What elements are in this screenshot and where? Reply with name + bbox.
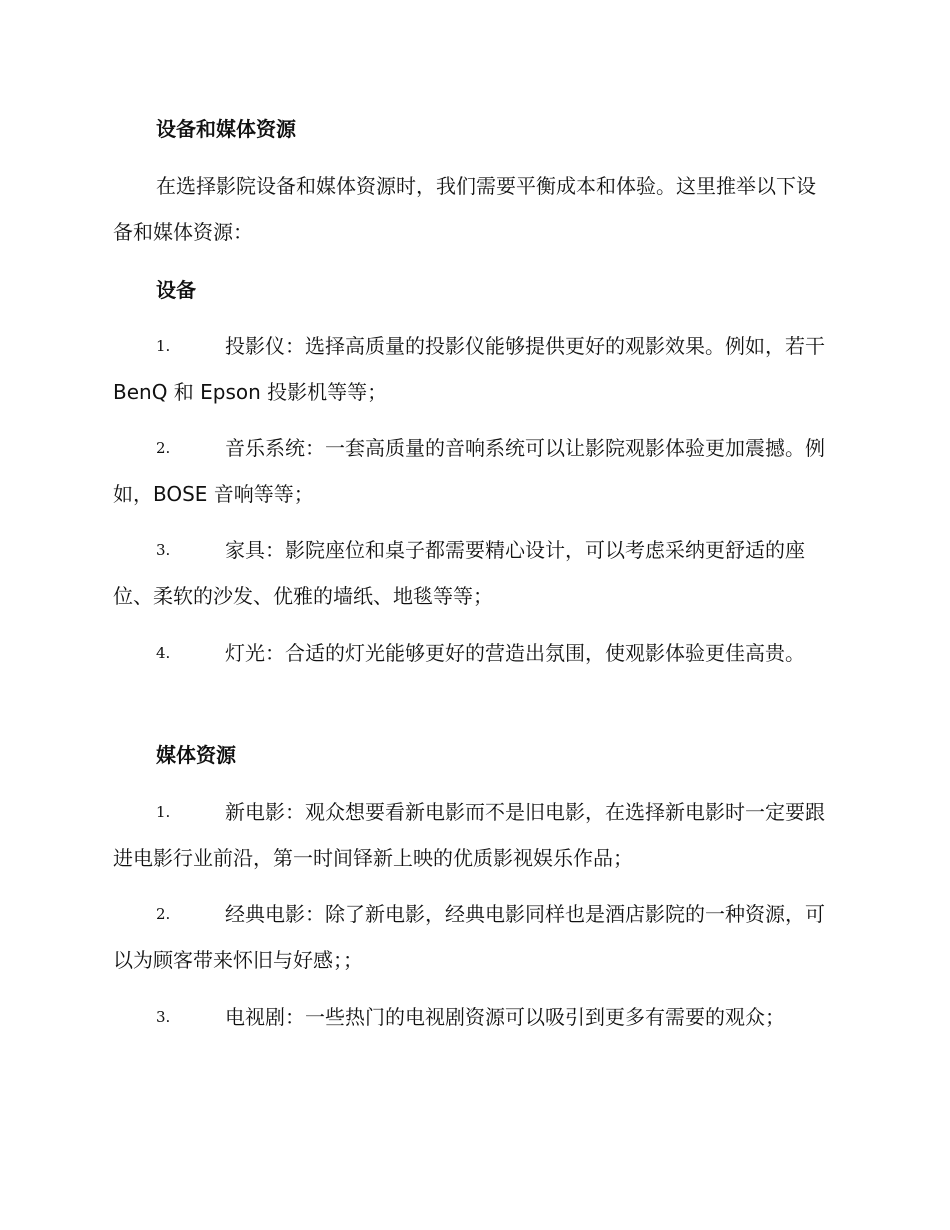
list-item-text: 家具：影院座位和桌子都需要精心设计，可以考虑采纳更舒适的座位、柔软的沙发、优雅的墙纸、地毯等等； — [113, 538, 805, 608]
equipment-item-2 — [113, 425, 835, 517]
list-item-text: 投影仪：选择高质量的投影仪能够提供更好的观影效果。例如，若干 BenQ 和 Epson 投影机等等； — [113, 334, 825, 404]
list-number: 4. — [156, 644, 171, 662]
list-item-text: 经典电影：除了新电影，经典电影同样也是酒店影院的一种资源，可以为顾客带来怀旧与好感；； — [113, 902, 825, 972]
list-item-text: 灯光：合适的灯光能够更好的营造出氛围，使观影体验更佳高贵。 — [225, 641, 805, 665]
equipment-item-4 — [113, 630, 835, 676]
intro-paragraph: 在选择影院设备和媒体资源时，我们需要平衡成本和体验。这里推举以下设备和媒体资源： — [113, 174, 816, 244]
list-number: 3. — [156, 541, 171, 559]
media-heading: 媒体资源 — [156, 743, 236, 767]
equipment-heading: 设备 — [156, 278, 196, 302]
media-item-1 — [113, 789, 835, 881]
list-number: 2. — [156, 905, 171, 923]
equipment-item-1 — [113, 323, 835, 415]
equipment-item-3 — [113, 527, 835, 619]
list-number: 3. — [156, 1008, 171, 1026]
section-title: 设备和媒体资源 — [156, 117, 296, 141]
list-item-text: 电视剧：一些热门的电视剧资源可以吸引到更多有需要的观众； — [225, 1005, 785, 1029]
list-number: 1. — [156, 803, 171, 821]
list-item-text: 新电影：观众想要看新电影而不是旧电影，在选择新电影时一定要跟进电影行业前沿，第一时间铎新上映的优质影视娱乐作品； — [113, 800, 825, 870]
list-number: 2. — [156, 439, 171, 457]
media-item-2 — [113, 891, 835, 983]
list-number: 1. — [156, 337, 171, 355]
media-item-3 — [113, 994, 835, 1040]
list-item-text: 音乐系统：一套高质量的音响系统可以让影院观影体验更加震撼。例如，BOSE 音响等等； — [113, 436, 825, 506]
